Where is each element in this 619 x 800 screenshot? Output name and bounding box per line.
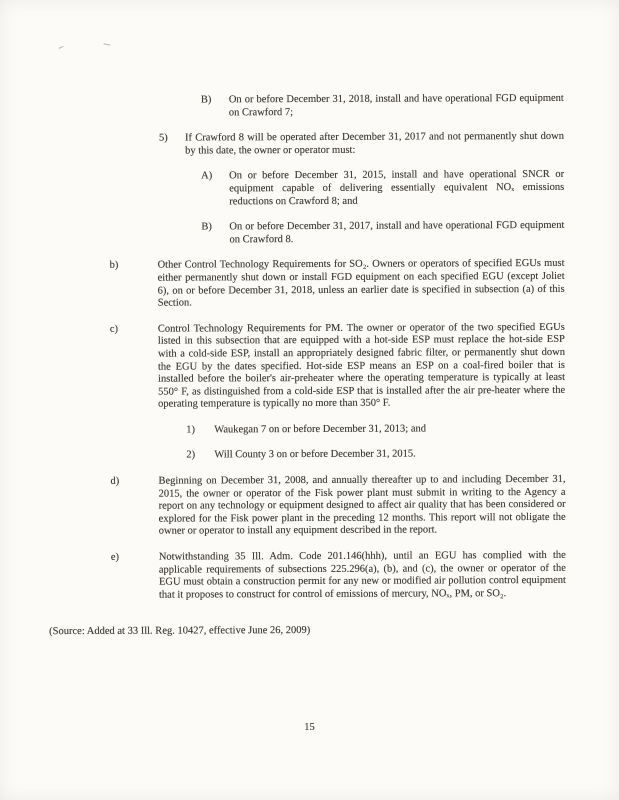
clause-item xyxy=(110,474,565,539)
source-note: (Source: Added at 33 Ill. Reg. 10427, effective June 26, 2009) xyxy=(49,625,311,638)
pencil-mark xyxy=(104,39,112,45)
clause-text: On or before December 31, 2015, install and have operational SNCR or equipment capable of delivering essentially equivalent NOₓ emissions reductions on Crawford 8; and xyxy=(229,169,565,207)
clause-item xyxy=(111,550,566,602)
clause-label: e) xyxy=(110,551,120,563)
clause-item xyxy=(201,220,564,247)
clause-item xyxy=(159,131,564,158)
clause-text: If Crawford 8 will be operated after December 31, 2017 and not permanently shut down by this date, the owner or operator must: xyxy=(184,131,565,157)
clause-item xyxy=(110,322,565,412)
clause-list xyxy=(47,93,566,639)
clause-label: c) xyxy=(109,323,119,335)
clause-item xyxy=(186,423,565,437)
clause-item xyxy=(110,258,565,310)
clause-label: B) xyxy=(200,94,212,106)
clause-item xyxy=(186,448,565,462)
clause-text: On or before December 31, 2018, install and have operational FGD equipment on Crawford 7; xyxy=(228,92,564,118)
clause-label: 1) xyxy=(186,424,196,436)
clause-text: Other Control Technology Requirements for SO₂. Owners or operators of specified EGUs must either permanently shut down or install FGD equipment on each specified EGU (except Joliet 6), on or before December 31, 2018, unless an earlier date is specified in subsection (a) of this Section. xyxy=(157,258,565,309)
page-number: 15 xyxy=(304,722,315,733)
clause-label: 2) xyxy=(186,449,196,461)
clause-text: Beginning on December 31, 2008, and annually thereafter up to and including December 31, 2015, the owner or operator of the Fisk power plant must submit in writing to the Agency a report on any technology or equipment designed to affect air quality that has been considered or explored for the Fisk power plant in the preceding 12 months. This report will not obligate the owner or operator to install any equipment described in the report. xyxy=(158,473,566,538)
clause-text: Control Technology Requirements for PM. The owner or operator of the two specified EGUs listed in this subsection that are equipped with a hot-side ESP must replace the hot-side ESP with a cold-side ESP, install an appropriately designed fabric filter, or permanently shut down the EGU by the dates specified. Hot-side ESP means an ESP on a coal-fired boiler that is installed before the boiler's air-preheater where the operating temperature is typically at least 550° F, as distinguished from a cold-side ESP that is installed after the air pre-heater where the operating temperature is typically no more than 350° F. xyxy=(157,321,566,410)
clause-text: Waukegan 7 on or before December 31, 2013; and xyxy=(214,423,427,436)
clause-text: Will County 3 on or before December 31, 2015. xyxy=(214,448,416,461)
clause-item xyxy=(201,169,564,208)
clause-label: B) xyxy=(201,221,212,233)
clause-item xyxy=(201,93,564,120)
clause-label: A) xyxy=(201,170,213,182)
clause-label: 5) xyxy=(158,132,168,144)
clause-label: b) xyxy=(109,260,119,272)
clause-text: Notwithstanding 35 Ill. Adm. Code 201.146(hhh), until an EGU has complied with the applicable requirements of subsections 225.296(a), (b), and (c), the owner or operator of the EGU must obtain a construction permit for any new or modified air pollution control equipment that it proposes to construct for control of emissions of mercury, NOₓ, PM, or SO₂. xyxy=(158,549,566,601)
clause-label: d) xyxy=(110,475,120,487)
clause-text: On or before December 31, 2017, install and have operational FGD equipment on Crawford 8. xyxy=(229,220,565,246)
pencil-mark xyxy=(57,43,63,49)
